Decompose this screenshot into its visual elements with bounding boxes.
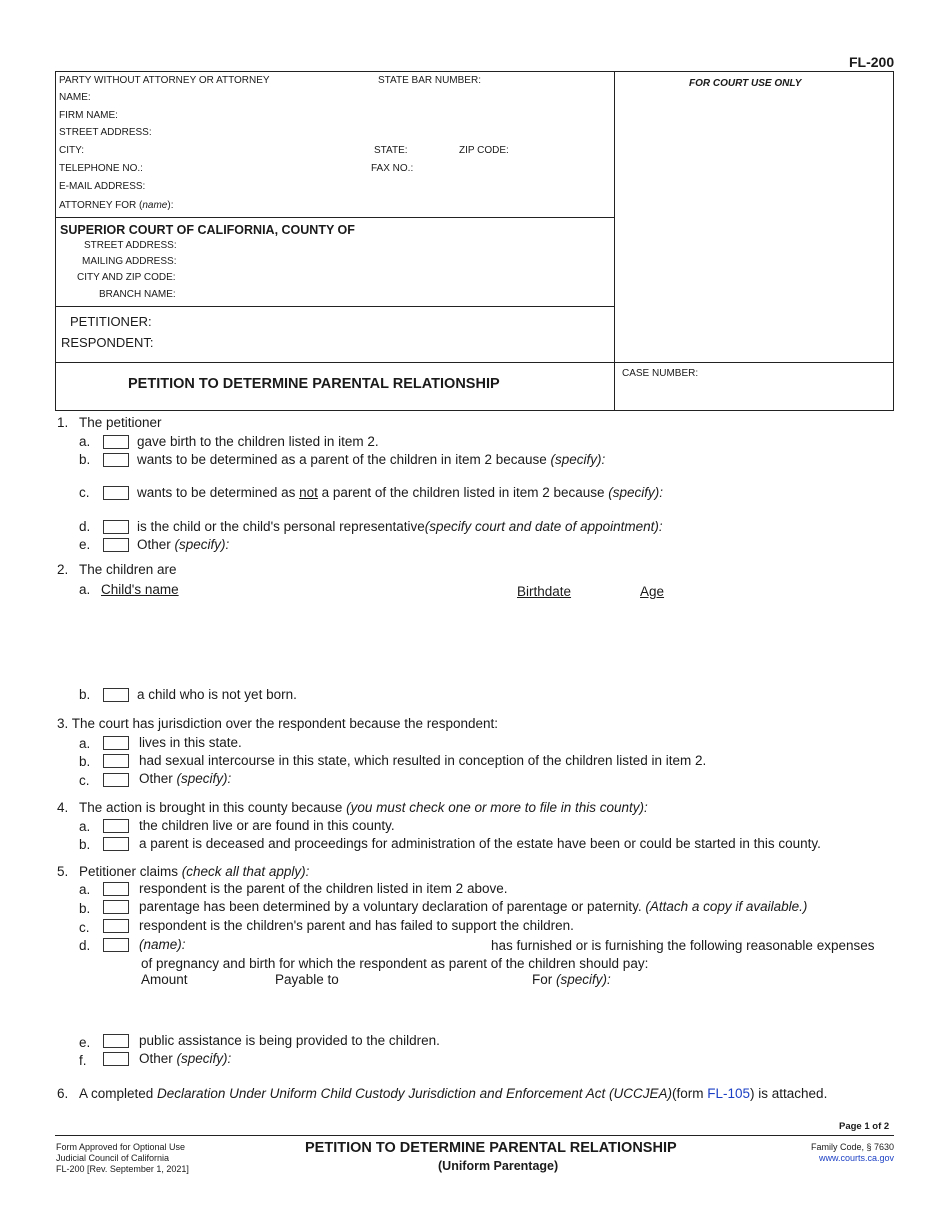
item1e-checkbox[interactable] (103, 538, 129, 552)
email-label: E-MAIL ADDRESS: (59, 181, 146, 192)
court-cityzip-label: CITY AND ZIP CODE: (77, 272, 176, 283)
item5b-letter: b. (79, 901, 91, 916)
item4-number: 4. (57, 800, 69, 815)
footer-left-line2: Judicial Council of California (56, 1153, 170, 1163)
item5c-checkbox[interactable] (103, 919, 129, 933)
attorney-for-label: ATTORNEY FOR (name): (59, 200, 174, 211)
item5c-text: respondent is the children's parent and has failed to support the children. (139, 918, 574, 933)
item2b-letter: b. (79, 687, 91, 702)
item5d-checkbox[interactable] (103, 938, 129, 952)
item1b-text: wants to be determined as a parent of the children in item 2 because (specify): (137, 452, 606, 467)
item5e-text: public assistance is being provided to the children. (139, 1033, 440, 1048)
item1a-text: gave birth to the children listed in item 2. (137, 434, 379, 449)
footer-title: PETITION TO DETERMINE PARENTAL RELATIONSHIP (305, 1140, 677, 1156)
state-label: STATE: (374, 145, 408, 156)
item5e-checkbox[interactable] (103, 1034, 129, 1048)
payable-header: Payable to (275, 972, 339, 987)
item5f-checkbox[interactable] (103, 1052, 129, 1066)
child-name-header: Child's name (101, 582, 179, 597)
item3b-letter: b. (79, 754, 91, 769)
item5-number: 5. (57, 864, 69, 879)
item2a-letter: a. (79, 582, 91, 597)
item3a-text: lives in this state. (139, 735, 242, 750)
item3c-checkbox[interactable] (103, 773, 129, 787)
footer-left (56, 1142, 189, 1175)
item5d-text: has furnished or is furnishing the following reasonable expenses (491, 938, 875, 953)
birthdate-header: Birthdate (517, 584, 572, 599)
caption-box (55, 71, 894, 411)
footer-right (811, 1142, 894, 1164)
firm-label: FIRM NAME: (59, 110, 118, 121)
court-mailing-label: MAILING ADDRESS: (82, 256, 177, 267)
item4-label: The action is brought in this county because (you must check one or more to file in this county): (79, 800, 648, 815)
item1a-checkbox[interactable] (103, 435, 129, 449)
item5-label: Petitioner claims (check all that apply): (79, 864, 310, 879)
item1c-checkbox[interactable] (103, 486, 129, 500)
tel-label: TELEPHONE NO.: (59, 163, 143, 174)
street-label: STREET ADDRESS: (59, 127, 152, 138)
petitioner-label: PETITIONER: (70, 314, 152, 329)
item1c-letter: c. (79, 485, 90, 500)
item3b-text: had sexual intercourse in this state, which resulted in conception of the children listed in item 2. (139, 753, 707, 768)
footer-left-line1: Form Approved for Optional Use (56, 1142, 186, 1152)
page-number: Page 1 of 2 (839, 1121, 890, 1132)
item1d-letter: d. (79, 519, 91, 534)
for-header: For (specify): (532, 972, 611, 987)
bar-label: STATE BAR NUMBER: (378, 75, 481, 86)
footer-code: Family Code, § 7630 (810, 1142, 894, 1152)
item1d-checkbox[interactable] (103, 520, 129, 534)
item1e-letter: e. (79, 537, 91, 552)
item1-label: The petitioner (79, 415, 162, 430)
item5d-name-label: (name): (139, 937, 186, 952)
item2b-checkbox[interactable] (103, 688, 129, 702)
item2-number: 2. (57, 562, 69, 577)
court-street-label: STREET ADDRESS: (84, 240, 177, 251)
court-use-label: FOR COURT USE ONLY (689, 78, 802, 89)
item1-number: 1. (57, 415, 69, 430)
item1d-text: is the child or the child's personal representative(specify court and date of appointment): (137, 519, 663, 534)
item5a-text: respondent is the parent of the children listed in item 2 above. (139, 881, 508, 896)
item5b-text: parentage has been determined by a voluntary declaration of parentage or paternity. (Attach a copy if available.) (139, 899, 808, 914)
zip-label: ZIP CODE: (459, 145, 509, 156)
item4b-text: a parent is deceased and proceedings for administration of the estate have been or could be started in this county. (139, 836, 821, 851)
item4b-letter: b. (79, 837, 91, 852)
item5d-letter: d. (79, 938, 91, 953)
item3a-letter: a. (79, 736, 91, 751)
item4b-checkbox[interactable] (103, 837, 129, 851)
item5e-letter: e. (79, 1035, 91, 1050)
court-title: SUPERIOR COURT OF CALIFORNIA, COUNTY OF (60, 223, 355, 237)
item5f-text: Other (specify): (139, 1051, 232, 1066)
item3c-letter: c. (79, 773, 90, 788)
item3c-text: Other (specify): (139, 771, 232, 786)
party-label: PARTY WITHOUT ATTORNEY OR ATTORNEY (59, 75, 270, 86)
item1b-letter: b. (79, 452, 91, 467)
fl105-link[interactable]: FL-105 (707, 1086, 751, 1101)
name-label: NAME: (59, 92, 91, 103)
court-branch-label: BRANCH NAME: (99, 289, 176, 300)
item6-text: A completed Declaration Under Uniform Child Custody Jurisdiction and Enforcement Act (UCCJEA)(form FL-105) is attached. (79, 1086, 828, 1101)
item5a-letter: a. (79, 882, 91, 897)
form-id: FL-200 (849, 54, 895, 70)
item1e-text: Other (specify): (137, 537, 230, 552)
item1b-checkbox[interactable] (103, 453, 129, 467)
form-title: PETITION TO DETERMINE PARENTAL RELATIONSHIP (128, 376, 500, 392)
case-number-label: CASE NUMBER: (622, 368, 699, 379)
item4a-letter: a. (79, 819, 91, 834)
footer-left-line3: FL-200 [Rev. September 1, 2021] (56, 1164, 189, 1174)
item4a-checkbox[interactable] (103, 819, 129, 833)
courts-url-link[interactable]: www.courts.ca.gov (818, 1153, 894, 1163)
item3b-checkbox[interactable] (103, 754, 129, 768)
item5f-letter: f. (79, 1053, 87, 1068)
item5d-text2: of pregnancy and birth for which the respondent as parent of the children should pay: (141, 956, 649, 971)
city-label: CITY: (59, 145, 85, 156)
age-header: Age (640, 584, 665, 599)
item3-label: 3. The court has jurisdiction over the respondent because the respondent: (57, 716, 499, 731)
item1a-letter: a. (79, 434, 91, 449)
item5a-checkbox[interactable] (103, 882, 129, 896)
item2-label: The children are (79, 562, 177, 577)
item4a-text: the children live or are found in this county. (139, 818, 395, 833)
item3a-checkbox[interactable] (103, 736, 129, 750)
item5b-checkbox[interactable] (103, 900, 129, 914)
item6-number: 6. (57, 1086, 69, 1101)
fax-label: FAX NO.: (371, 163, 414, 174)
item5c-letter: c. (79, 920, 90, 935)
amount-header: Amount (141, 972, 188, 987)
item1c-text: wants to be determined as not a parent of the children listed in item 2 because (specify): (137, 485, 664, 500)
item2b-text: a child who is not yet born. (137, 687, 297, 702)
footer-subtitle: (Uniform Parentage) (438, 1159, 559, 1173)
respondent-label: RESPONDENT: (61, 335, 154, 350)
